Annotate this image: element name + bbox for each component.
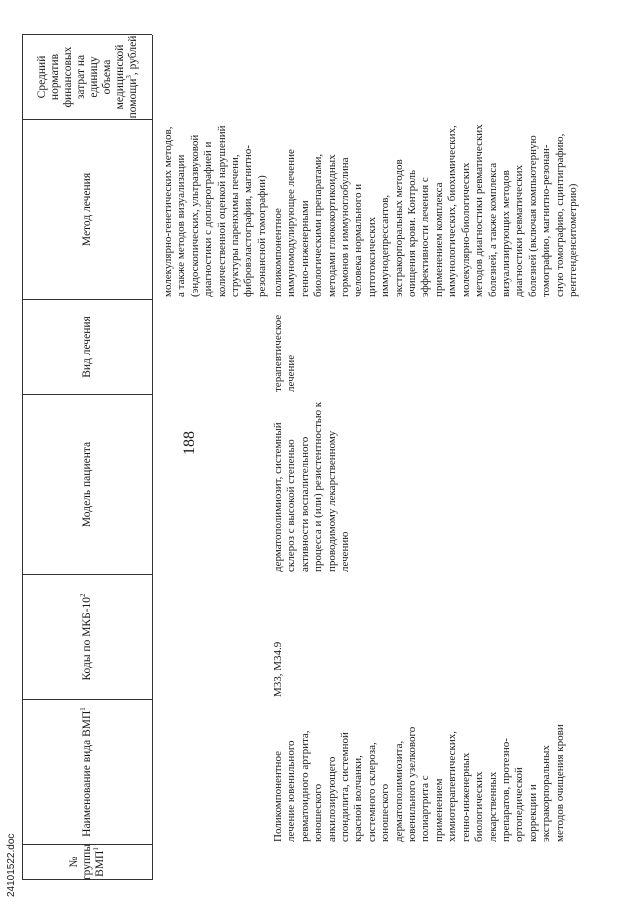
treatment-type-text: терапевтическое лечение <box>272 314 298 392</box>
vmp-name-text: Поликомпонентное лечение ювенильного ревматоидного артрита, юношеского анкилозирующего спондилита, системной красной волчанки, системного склероза, юношеского дерматополимиозита, ювенильного узелкового полиартрита с применением химиотерапевтических, генно-инженерных биологических лекарственных препаратов, протезно- ортопедической коррекции и экстракорпоральных методов очищения крови <box>272 724 566 842</box>
header-bottom-border <box>152 35 153 880</box>
continued-method-text: молекулярно-генетических методов, а также методов визуализации (эндоскопических, ультразвуковой диагностики с доплерографией и количественной оценкой нарушений структуры паренхимы печени, фибровэластографии, магнитно- резонансной томографии) <box>162 125 268 297</box>
page-number: 188 <box>181 431 198 455</box>
header-vmp-name: Наименование вида ВМП$^1$ <box>79 707 93 837</box>
header-group-number: № группы ВМП$^1$ <box>68 843 106 881</box>
header-patient-model: Модель пациента <box>81 441 93 528</box>
patient-model-text: дерматополимиозит, системный склероз с высокой степенью активности воспалительного процесса и (или) резистентностью к проводимому лекарственному лечению <box>272 401 352 572</box>
document-code: 24101522.doc <box>6 833 17 897</box>
header-treatment-type: Вид лечения <box>81 316 93 378</box>
header-average-cost: Средний норматив финансовых затрат на единицу объема медицинской помощи$^3$, рублей <box>35 35 139 119</box>
treatment-method-text: поликомпонентное иммуномодулирующее лечение генно-инженерными биологическими препаратами, методами глюкокортикоидных гормонов и иммуноглобулина человека нормального и цитотоксических иммунодепрессантов, экстракорпоральных методов очищения крови. Контроль эффективности лечения с применением комплекса иммунологических, биохимических, молекулярно-биологических методов диагностики ревматических болезней, а также комплекса визуализирующих методов диагностики ревматических болезней (включая компьютерную томографию, магнитно-резонан- сную томографию, сцинтиграфию, рентгенденситометрию) <box>272 124 579 297</box>
mkb-codes-text: M33, M34.9 <box>272 641 284 697</box>
header-mkb-codes: Коды по МКБ-$10^2$ <box>79 593 93 681</box>
header-treatment-method: Метод лечения <box>81 172 93 247</box>
